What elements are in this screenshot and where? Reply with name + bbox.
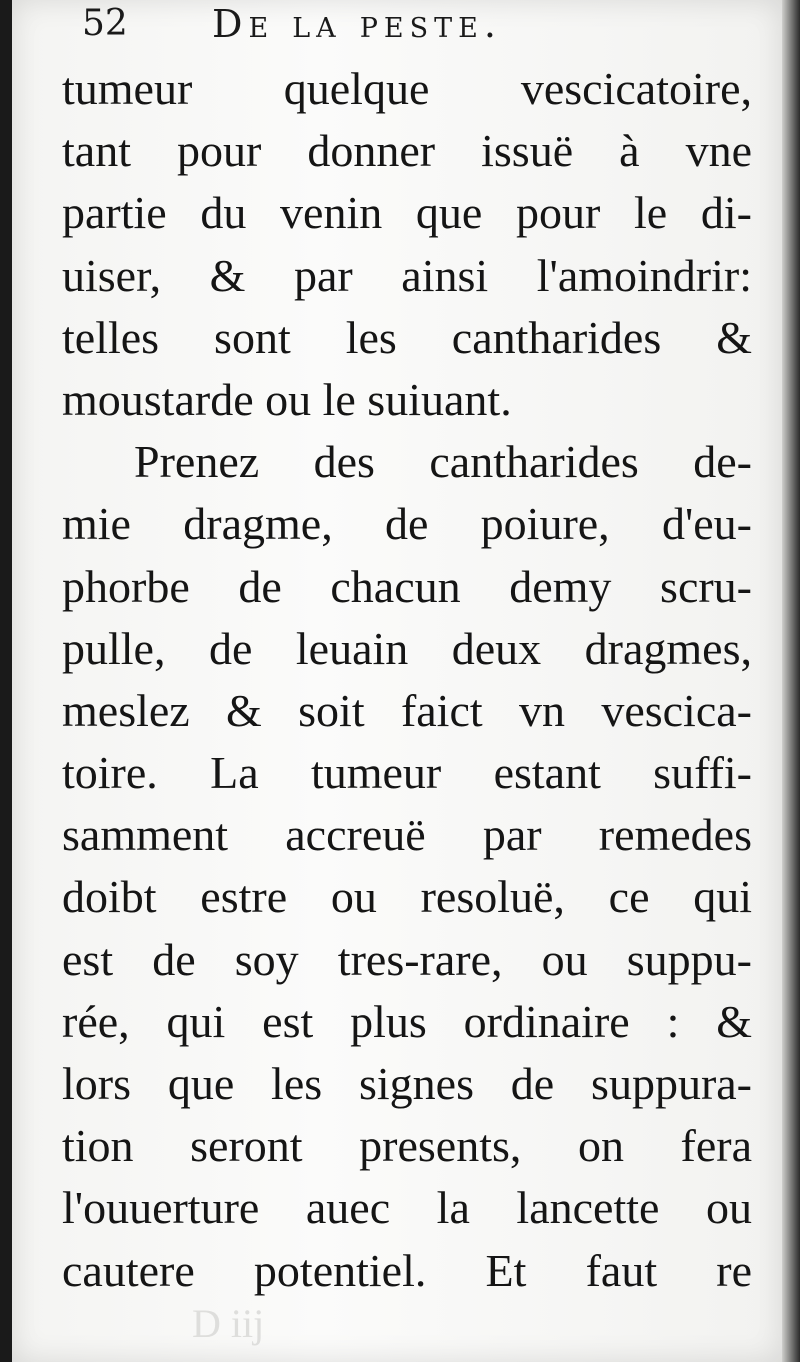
text-line: moustarde ou le suiuant. — [62, 373, 512, 425]
running-title: De la peste. — [212, 2, 502, 46]
text-line: tumeur quelque vescicatoire, — [62, 63, 752, 114]
text-line: samment accreuë par remedes — [62, 809, 752, 861]
page-header — [82, 0, 722, 52]
text-line: pulle, de leuain deux dragmes, — [62, 622, 752, 674]
text-line: phorbe de chacun demy scru- — [62, 560, 752, 612]
text-line: telles sont les cantharides & — [62, 311, 752, 363]
text-line: uiser, & par ainsi l'amoindrir: — [62, 249, 752, 301]
text-line: rée, qui est plus ordinaire : & — [62, 995, 752, 1047]
text-line: doibt estre ou resoluë, ce qui — [62, 871, 752, 923]
text-line: Prenez des cantharides de- — [134, 436, 752, 488]
text-line: lors que les signes de suppura- — [62, 1058, 752, 1109]
text-line: est de soy tres-rare, ou suppu- — [62, 933, 752, 985]
text-line: tion seront presents, on fera — [62, 1120, 752, 1172]
page-edge-shadow — [782, 0, 800, 1362]
text-line: mie dragme, de poiure, d'eu- — [62, 498, 752, 550]
text-line: partie du venin que pour le di- — [62, 187, 752, 239]
body-text — [62, 58, 752, 1302]
page-number: 52 — [82, 3, 128, 44]
text-line: meslez & soit faict vn vescica- — [62, 684, 752, 736]
book-page — [12, 0, 782, 1362]
text-line: tant pour donner issuë à vne — [62, 125, 752, 177]
text-line: cautere potentiel. Et faut re — [62, 1244, 752, 1296]
text-line: l'ouuerture auec la lancette ou — [62, 1182, 752, 1234]
signature-mark: D iij — [192, 1301, 265, 1346]
text-line: toire. La tumeur estant suffi- — [62, 747, 752, 799]
